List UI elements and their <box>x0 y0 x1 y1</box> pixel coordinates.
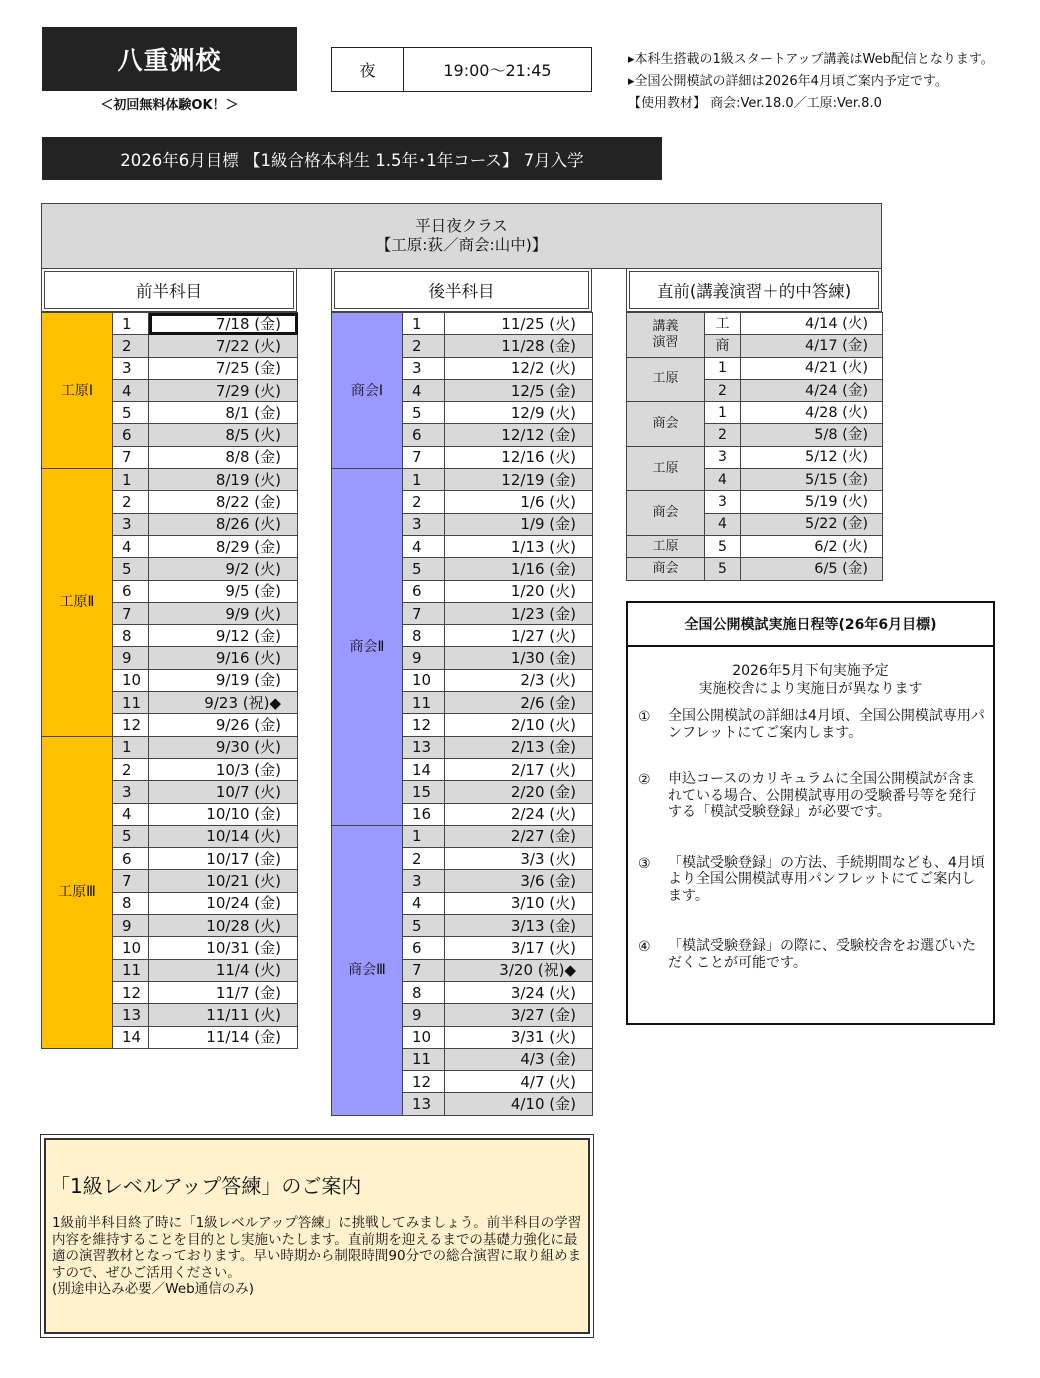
first-half-title: 前半科目 <box>44 271 294 309</box>
session-time-box <box>331 47 592 92</box>
session-number: 4 <box>113 803 149 825</box>
session-date: 10/3 (金) <box>149 758 298 780</box>
session-number: 5 <box>113 558 149 580</box>
session-number: 12 <box>403 714 445 736</box>
session-number: 6 <box>403 424 445 446</box>
schedule-row <box>332 469 593 491</box>
session-date: 1/9 (金) <box>445 513 593 535</box>
second-half-section <box>331 268 592 1116</box>
session-date: 10/10 (金) <box>149 803 298 825</box>
first-half-section <box>41 268 297 1049</box>
subject-group-label: 商会 <box>627 491 705 536</box>
session-number: 15 <box>403 781 445 803</box>
session-number: 3 <box>403 513 445 535</box>
session-date: 5/15 (金) <box>741 469 883 491</box>
first-half-table <box>41 312 298 1049</box>
session-number: 7 <box>403 602 445 624</box>
session-date: 10/28 (火) <box>149 915 298 937</box>
free-trial-note: ＜初回無料体験OK！＞ <box>100 98 239 113</box>
levelup-panel <box>44 1138 590 1334</box>
session-number: 8 <box>403 625 445 647</box>
school-name: 八重洲校 <box>42 27 297 91</box>
session-number: 7 <box>113 870 149 892</box>
session-date: 1/6 (火) <box>445 491 593 513</box>
session-date: 1/23 (金) <box>445 602 593 624</box>
session-date: 10/7 (火) <box>149 781 298 803</box>
class-instructors: 【工原:荻／商会:山中)】 <box>375 236 548 254</box>
schedule-row <box>627 313 883 335</box>
session-date: 4/7 (火) <box>445 1071 593 1093</box>
session-date: 8/5 (火) <box>149 424 298 446</box>
session-date: 1/27 (火) <box>445 625 593 647</box>
session-date: 3/31 (火) <box>445 1026 593 1048</box>
session-number: 2 <box>705 379 741 401</box>
session-date: 2/27 (金) <box>445 825 593 847</box>
session-date: 4/17 (金) <box>741 335 883 357</box>
session-date: 5/12 (火) <box>741 446 883 468</box>
session-date: 3/27 (金) <box>445 1004 593 1026</box>
item-text: 申込コースのカリキュラムに全国公開模試が含まれている場合、公開模試専用の受験番号等を発行する「模試受験登録」が必要です。 <box>668 771 976 820</box>
session-number: 12 <box>403 1071 445 1093</box>
session-date: 3/6 (金) <box>445 870 593 892</box>
session-date: 2/24 (火) <box>445 803 593 825</box>
subject-group-label: 工原 <box>627 535 705 557</box>
subject-group-label: 工原Ⅲ <box>42 736 113 1048</box>
session-number: 4 <box>705 513 741 535</box>
header-note: ▸全国公開模試の詳細は2026年4月頃ご案内予定です。 <box>628 74 948 89</box>
session-date: 12/19 (金) <box>445 469 593 491</box>
course-title: 2026年6月目標 【1級合格本科生 1.5年･1年コース】 7月入学 <box>42 137 662 180</box>
session-date: 8/26 (火) <box>149 513 298 535</box>
session-number: 3 <box>403 870 445 892</box>
session-date: 4/10 (金) <box>445 1093 593 1115</box>
session-date: 11/14 (金) <box>149 1026 298 1048</box>
session-number: 1 <box>403 825 445 847</box>
session-date: 10/21 (火) <box>149 870 298 892</box>
session-date: 11/11 (火) <box>149 1004 298 1026</box>
session-date: 9/26 (金) <box>149 714 298 736</box>
schedule-row <box>627 491 883 513</box>
mock-exam-item <box>638 708 989 741</box>
session-date: 4/24 (金) <box>741 379 883 401</box>
second-half-table <box>331 312 593 1116</box>
schedule-row <box>627 558 883 580</box>
final-section <box>626 268 882 581</box>
session-number: 商 <box>705 335 741 357</box>
class-banner <box>41 203 882 269</box>
schedule-row <box>627 535 883 557</box>
subject-group-label: 講義 演習 <box>627 313 705 358</box>
session-date: 4/3 (金) <box>445 1048 593 1070</box>
header-notes <box>628 49 1038 115</box>
session-number: 5 <box>705 558 741 580</box>
session-date-selected[interactable]: 7/18 (金) <box>149 313 298 335</box>
session-date: 9/9 (火) <box>149 602 298 624</box>
session-number: 4 <box>113 379 149 401</box>
session-number: 6 <box>403 580 445 602</box>
session-number: 3 <box>705 446 741 468</box>
session-date: 10/24 (金) <box>149 892 298 914</box>
session-date: 2/20 (金) <box>445 781 593 803</box>
session-number: 7 <box>403 446 445 468</box>
session-date: 9/23 (祝)◆ <box>149 692 298 714</box>
session-number: 8 <box>403 981 445 1003</box>
session-date: 1/30 (金) <box>445 647 593 669</box>
session-date: 11/28 (金) <box>445 335 593 357</box>
session-date: 7/29 (火) <box>149 379 298 401</box>
session-number: 5 <box>705 535 741 557</box>
session-number: 16 <box>403 803 445 825</box>
session-number: 2 <box>113 758 149 780</box>
session-number: 3 <box>113 357 149 379</box>
item-number: ③ <box>638 855 651 872</box>
schedule-row <box>627 357 883 379</box>
session-number: 2 <box>403 335 445 357</box>
subject-group-label: 工原Ⅱ <box>42 469 113 737</box>
session-date: 12/5 (金) <box>445 379 593 401</box>
session-number: 11 <box>113 692 149 714</box>
schedule-row <box>42 469 298 491</box>
session-number: 2 <box>113 335 149 357</box>
mock-exam-lead <box>628 662 993 698</box>
session-number: 7 <box>403 959 445 981</box>
session-date: 1/13 (火) <box>445 535 593 557</box>
session-number: 6 <box>403 937 445 959</box>
session-number: 4 <box>403 535 445 557</box>
session-number: 14 <box>403 758 445 780</box>
session-date: 3/13 (金) <box>445 915 593 937</box>
session-date: 5/22 (金) <box>741 513 883 535</box>
mock-exam-item <box>638 771 989 821</box>
session-date: 2/3 (火) <box>445 669 593 691</box>
session-number: 5 <box>113 825 149 847</box>
session-date: 11/25 (火) <box>445 313 593 335</box>
session-number: 14 <box>113 1026 149 1048</box>
session-time: 19:00～21:45 <box>443 61 552 80</box>
session-date: 8/19 (火) <box>149 469 298 491</box>
session-date: 10/31 (金) <box>149 937 298 959</box>
session-number: 2 <box>403 491 445 513</box>
session-date: 12/12 (金) <box>445 424 593 446</box>
session-number: 11 <box>403 692 445 714</box>
schedule-row <box>332 825 593 847</box>
session-number: 12 <box>113 981 149 1003</box>
session-number: 9 <box>113 647 149 669</box>
mock-exam-title: 全国公開模試実施日程等(26年6月目標) <box>628 603 993 647</box>
session-date: 2/17 (火) <box>445 758 593 780</box>
session-number: 1 <box>705 402 741 424</box>
mock-exam-box <box>626 601 995 1025</box>
session-number: 6 <box>113 580 149 602</box>
item-number: ① <box>638 709 651 725</box>
item-text: 全国公開模試の詳細は4月頃、全国公開模試専用パンフレットにてご案内します。 <box>668 708 985 741</box>
session-number: 10 <box>403 1026 445 1048</box>
session-number: 7 <box>113 602 149 624</box>
schedule-row <box>42 736 298 758</box>
session-date: 3/20 (祝)◆ <box>445 959 593 981</box>
final-table <box>626 312 883 581</box>
session-number: 2 <box>113 491 149 513</box>
session-number: 6 <box>113 848 149 870</box>
session-number: 2 <box>705 424 741 446</box>
session-number: 1 <box>403 313 445 335</box>
session-date: 3/3 (火) <box>445 848 593 870</box>
session-number: 4 <box>403 892 445 914</box>
session-date: 9/19 (金) <box>149 669 298 691</box>
session-number: 10 <box>113 669 149 691</box>
session-date: 3/10 (火) <box>445 892 593 914</box>
session-number: 12 <box>113 714 149 736</box>
header-note: ▸本科生搭載の1級スタートアップ講義はWeb配信となります。 <box>628 52 994 67</box>
session-date: 8/8 (金) <box>149 446 298 468</box>
session-number: 8 <box>113 625 149 647</box>
session-number: 5 <box>403 558 445 580</box>
session-number: 10 <box>113 937 149 959</box>
session-date: 10/14 (火) <box>149 825 298 847</box>
session-number: 4 <box>403 379 445 401</box>
session-number: 1 <box>705 357 741 379</box>
session-date: 7/22 (火) <box>149 335 298 357</box>
session-date: 12/16 (火) <box>445 446 593 468</box>
subject-group-label: 商会 <box>627 402 705 447</box>
session-date: 8/29 (金) <box>149 535 298 557</box>
session-date: 3/17 (火) <box>445 937 593 959</box>
session-date: 1/20 (火) <box>445 580 593 602</box>
session-date: 2/6 (金) <box>445 692 593 714</box>
session-date: 10/17 (金) <box>149 848 298 870</box>
session-date: 5/8 (金) <box>741 424 883 446</box>
session-number: 5 <box>403 402 445 424</box>
session-date: 12/9 (火) <box>445 402 593 424</box>
session-number: 3 <box>113 781 149 803</box>
session-date: 9/12 (金) <box>149 625 298 647</box>
subject-group-label: 商会 <box>627 558 705 580</box>
session-number: 9 <box>113 915 149 937</box>
header-note: 【使用教材】 商会:Ver.18.0／工原:Ver.8.0 <box>628 96 882 111</box>
session-date: 8/1 (金) <box>149 402 298 424</box>
session-number: 10 <box>403 669 445 691</box>
session-date: 6/2 (火) <box>741 535 883 557</box>
subject-group-label: 工原 <box>627 357 705 402</box>
session-date: 11/4 (火) <box>149 959 298 981</box>
session-date: 9/30 (火) <box>149 736 298 758</box>
mock-exam-item <box>638 938 989 971</box>
session-number: 1 <box>113 736 149 758</box>
session-number: 4 <box>705 469 741 491</box>
session-date: 4/14 (火) <box>741 313 883 335</box>
item-number: ② <box>638 772 651 788</box>
session-date: 4/21 (火) <box>741 357 883 379</box>
item-text: 「模試受験登録」の方法、手続期間なども、4月頃より全国公開模試専用パンフレットにてご案内します。 <box>668 854 985 904</box>
session-number: 工 <box>705 313 741 335</box>
session-number: 11 <box>113 959 149 981</box>
levelup-body <box>52 1215 582 1298</box>
subject-group-label: 商会Ⅰ <box>332 313 403 469</box>
schedule-row <box>627 446 883 468</box>
final-header <box>626 268 882 312</box>
subject-group-label: 工原Ⅰ <box>42 313 113 469</box>
session-number: 6 <box>113 424 149 446</box>
session-number: 3 <box>403 357 445 379</box>
session-date: 2/13 (金) <box>445 736 593 758</box>
session-date: 9/5 (金) <box>149 580 298 602</box>
mock-exam-item <box>638 855 989 905</box>
session-number: 2 <box>403 848 445 870</box>
session-date: 4/28 (火) <box>741 402 883 424</box>
session-number: 3 <box>113 513 149 535</box>
item-number: ④ <box>638 939 651 955</box>
session-number: 13 <box>403 736 445 758</box>
session-date: 6/5 (金) <box>741 558 883 580</box>
session-date: 1/16 (金) <box>445 558 593 580</box>
session-date: 5/19 (火) <box>741 491 883 513</box>
mock-exam-date: 2026年5月下旬実施予定 <box>732 663 889 679</box>
class-name: 平日夜クラス <box>415 217 508 235</box>
levelup-description: 1級前半科目終了時に「1級レベルアップ答練」に挑戦してみましょう。前半科目の学習内容を維持することを目的とし実施いたします。直前期を迎えるまでの基礎力強化に最適の演習教材となっております。早い時期から制限時間90分での総合演習に取り組めますので、ぜひご活用ください。 <box>52 1215 582 1281</box>
session-number: 8 <box>113 892 149 914</box>
levelup-box <box>40 1134 594 1338</box>
session-number: 7 <box>113 446 149 468</box>
item-text: 「模試受験登録」の際に、受験校舎をお選びいただくことが可能です。 <box>668 938 976 971</box>
session-label: 夜 <box>332 48 404 91</box>
session-date: 2/10 (火) <box>445 714 593 736</box>
session-number: 13 <box>403 1093 445 1115</box>
session-number: 5 <box>403 915 445 937</box>
session-number: 5 <box>113 402 149 424</box>
session-number: 11 <box>403 1048 445 1070</box>
second-half-title: 後半科目 <box>334 271 589 309</box>
session-number: 1 <box>113 469 149 491</box>
schedule-row <box>42 313 298 335</box>
session-date: 12/2 (火) <box>445 357 593 379</box>
session-date: 3/24 (火) <box>445 981 593 1003</box>
levelup-note: (別途申込み必要／Web通信のみ) <box>52 1281 254 1297</box>
final-title: 直前(講義演習＋的中答練) <box>629 271 879 309</box>
session-number: 4 <box>113 535 149 557</box>
levelup-title: 「1級レベルアップ答練」のご案内 <box>50 1174 362 1198</box>
first-half-header <box>41 268 297 312</box>
session-date: 7/25 (金) <box>149 357 298 379</box>
session-number: 9 <box>403 647 445 669</box>
subject-group-label: 商会Ⅱ <box>332 469 403 826</box>
schedule-row <box>627 402 883 424</box>
session-number: 1 <box>113 313 149 335</box>
mock-exam-note: 実施校舎により実施日が異なります <box>698 681 923 697</box>
subject-group-label: 工原 <box>627 446 705 491</box>
subject-group-label: 商会Ⅲ <box>332 825 403 1115</box>
session-date: 9/2 (火) <box>149 558 298 580</box>
session-number: 1 <box>403 469 445 491</box>
session-date: 9/16 (火) <box>149 647 298 669</box>
session-number: 3 <box>705 491 741 513</box>
schedule-row <box>332 313 593 335</box>
session-number: 9 <box>403 1004 445 1026</box>
session-date: 8/22 (金) <box>149 491 298 513</box>
second-half-header <box>331 268 592 312</box>
session-number: 13 <box>113 1004 149 1026</box>
session-date: 11/7 (金) <box>149 981 298 1003</box>
